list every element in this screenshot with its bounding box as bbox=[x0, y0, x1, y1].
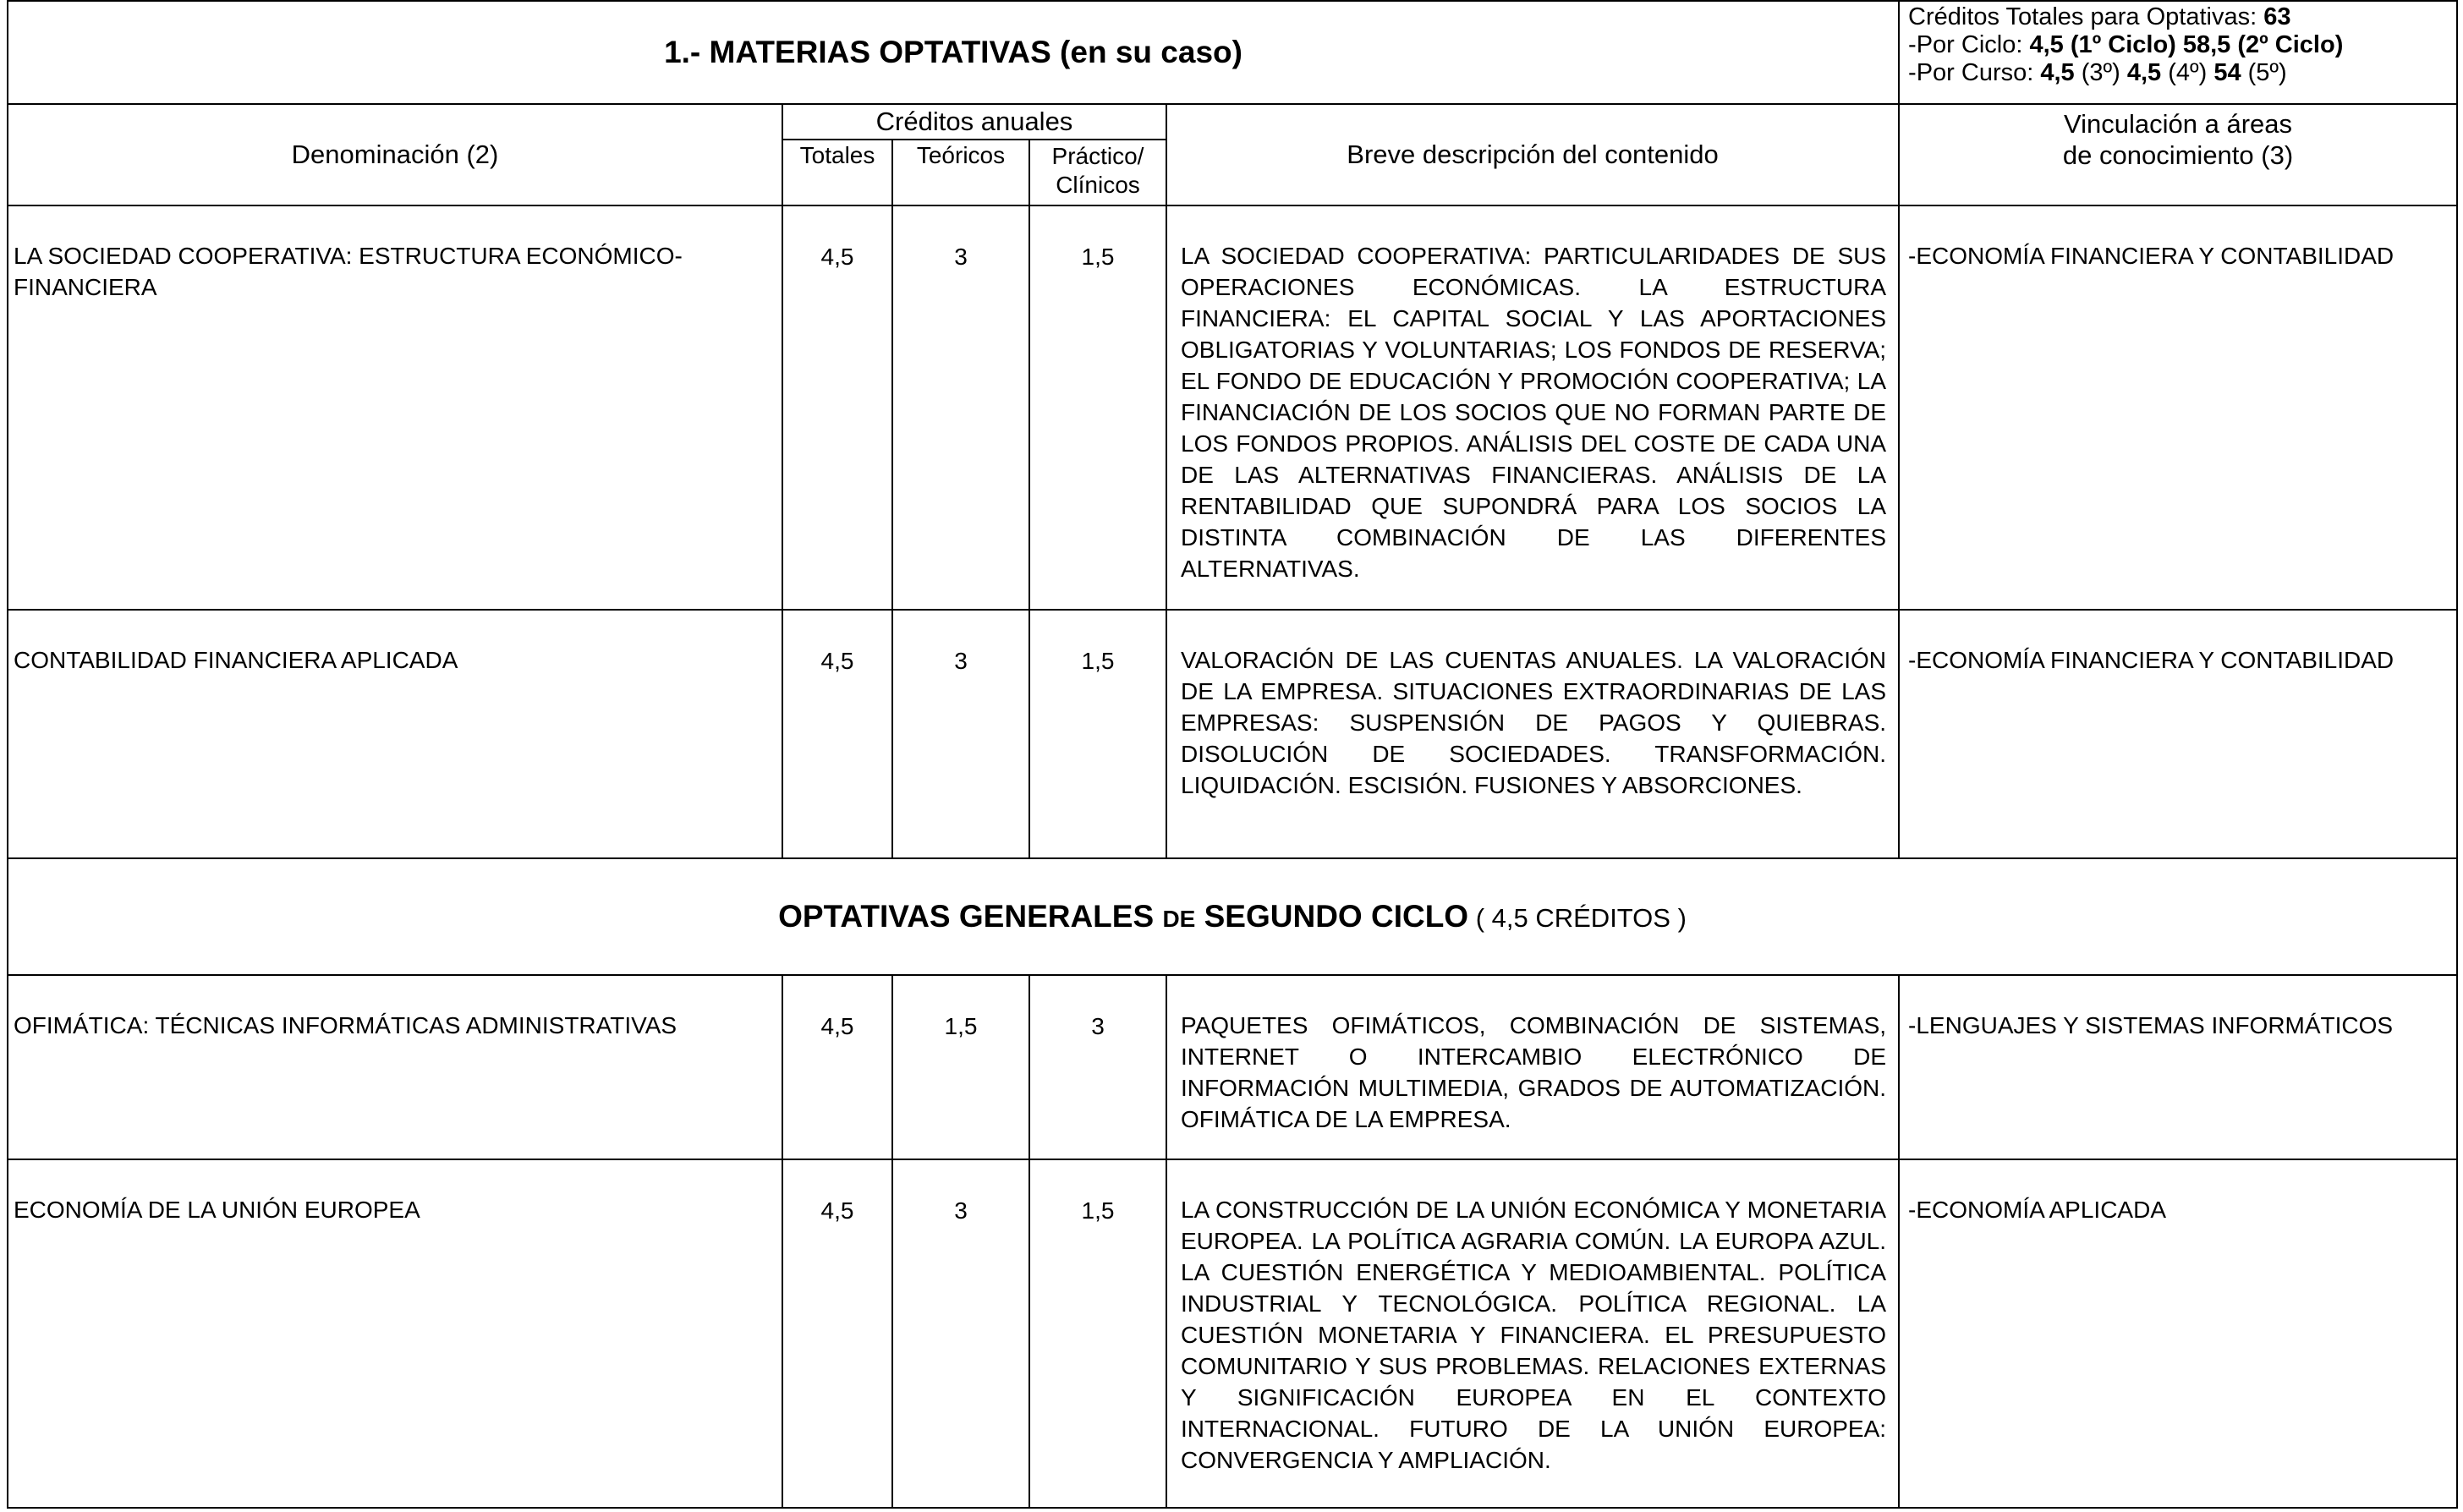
col-header-creditos-anuales: Créditos anuales bbox=[782, 104, 1166, 140]
optativas-document bbox=[7, 0, 2456, 1509]
knowledge-area: -LENGUAJES Y SISTEMAS INFORMÁTICOS bbox=[1899, 975, 2457, 1159]
credits-teoricos: 3 bbox=[892, 610, 1029, 858]
subject-name: LA SOCIEDAD COOPERATIVA: ESTRUCTURA ECONÓMICO-FINANCIERA bbox=[8, 205, 782, 610]
table-row bbox=[8, 610, 2457, 858]
knowledge-area: -ECONOMÍA FINANCIERA Y CONTABILIDAD bbox=[1899, 205, 2457, 610]
credits-totales: 4,5 bbox=[782, 205, 892, 610]
credits-practicos: 1,5 bbox=[1029, 205, 1166, 610]
subject-description: VALORACIÓN DE LAS CUENTAS ANUALES. LA VALORACIÓN DE LA EMPRESA. SITUACIONES EXTRAORDINARIAS DE LAS EMPRESAS: SUSPENSIÓN DE PAGOS Y QUIEBRAS. DISOLUCIÓN DE SOCIEDADES. TRANSFORMACIÓN. LIQUIDACIÓN. ESCISIÓN. FUSIONES Y ABSORCIONES. bbox=[1166, 610, 1899, 858]
col-header-totales: Totales bbox=[782, 140, 892, 205]
knowledge-area: -ECONOMÍA FINANCIERA Y CONTABILIDAD bbox=[1899, 610, 2457, 858]
credits-practicos: 1,5 bbox=[1029, 610, 1166, 858]
credits-ciclo-line: -Por Ciclo: 4,5 (1º Ciclo) 58,5 (2º Ciclo) bbox=[1908, 31, 2344, 58]
credits-totales: 4,5 bbox=[782, 1159, 892, 1508]
credits-totales: 4,5 bbox=[782, 610, 892, 858]
col-header-denominacion: Denominación (2) bbox=[8, 104, 782, 205]
knowledge-area: -ECONOMÍA APLICADA bbox=[1899, 1159, 2457, 1508]
credits-teoricos: 3 bbox=[892, 205, 1029, 610]
column-header-row bbox=[8, 104, 2457, 140]
table-row bbox=[8, 205, 2457, 610]
subject-name: OFIMÁTICA: TÉCNICAS INFORMÁTICAS ADMINISTRATIVAS bbox=[8, 975, 782, 1159]
credits-curso-line: -Por Curso: 4,5 (3º) 4,5 (4º) 54 (5º) bbox=[1908, 59, 2287, 86]
col-header-vinculacion: Vinculación a áreas de conocimiento (3) bbox=[1899, 104, 2457, 205]
optativas-table bbox=[7, 0, 2458, 1509]
col-header-descripcion: Breve descripción del contenido bbox=[1166, 104, 1899, 205]
credits-teoricos: 3 bbox=[892, 1159, 1029, 1508]
table-row bbox=[8, 1159, 2457, 1508]
subject-description: LA SOCIEDAD COOPERATIVA: PARTICULARIDADES DE SUS OPERACIONES ECONÓMICAS. LA ESTRUCTURA FINANCIERA: EL CAPITAL SOCIAL Y LAS APORTACIONES OBLIGATORIAS Y VOLUNTARIAS; LOS FONDOS DE RESERVA; EL FONDO DE EDUCACIÓN Y PROMOCIÓN COOPERATIVA; LA FINANCIACIÓN DE LOS SOCIOS QUE NO FORMAN PARTE DE LOS FONDOS PROPIOS. ANÁLISIS DEL COSTE DE CADA UNA DE LAS ALTERNATIVAS FINANCIERAS. ANÁLISIS DE LA RENTABILIDAD QUE SUPONDRÁ PARA LOS SOCIOS LA DISTINTA COMBINACIÓN DE LAS DIFERENTES ALTERNATIVAS. bbox=[1166, 205, 1899, 610]
credits-ciclo-value: 4,5 (1º Ciclo) 58,5 (2º Ciclo) bbox=[2029, 31, 2344, 58]
credits-total-line: Créditos Totales para Optativas: 63 bbox=[1908, 3, 2291, 30]
table-row bbox=[8, 975, 2457, 1159]
subject-name: ECONOMÍA DE LA UNIÓN EUROPEA bbox=[8, 1159, 782, 1508]
credits-total-value: 63 bbox=[2263, 3, 2291, 30]
subject-name: CONTABILIDAD FINANCIERA APLICADA bbox=[8, 610, 782, 858]
section-header-row bbox=[8, 858, 2457, 975]
section-header: OPTATIVAS GENERALES DE SEGUNDO CICLO ( 4,5 CRÉDITOS ) bbox=[8, 858, 2457, 975]
col-header-teoricos: Teóricos bbox=[892, 140, 1029, 205]
credits-practicos: 1,5 bbox=[1029, 1159, 1166, 1508]
subject-description: PAQUETES OFIMÁTICOS, COMBINACIÓN DE SISTEMAS, INTERNET O INTERCAMBIO ELECTRÓNICO DE INFORMACIÓN MULTIMEDIA, GRADOS DE AUTOMATIZACIÓN. OFIMÁTICA DE LA EMPRESA. bbox=[1166, 975, 1899, 1159]
col-header-practicos: Práctico/ Clínicos bbox=[1029, 140, 1166, 205]
credits-practicos: 3 bbox=[1029, 975, 1166, 1159]
title-row bbox=[8, 1, 2457, 104]
subject-description: LA CONSTRUCCIÓN DE LA UNIÓN ECONÓMICA Y MONETARIA EUROPEA. LA POLÍTICA AGRARIA COMÚN. LA EUROPA AZUL. LA CUESTIÓN ENERGÉTICA Y MEDIOAMBIENTAL. POLÍTICA INDUSTRIAL Y TECNOLÓGICA. POLÍTICA REGIONAL. LA CUESTIÓN MONETARIA Y FINANCIERA. EL PRESUPUESTO COMUNITARIO Y SUS PROBLEMAS. RELACIONES EXTERNAS Y SIGNIFICACIÓN EUROPEA EN EL CONTEXTO INTERNACIONAL. FUTURO DE LA UNIÓN EUROPEA: CONVERGENCIA Y AMPLIACIÓN. bbox=[1166, 1159, 1899, 1508]
credits-totales: 4,5 bbox=[782, 975, 892, 1159]
document-title: 1.- MATERIAS OPTATIVAS (en su caso) bbox=[8, 1, 1899, 104]
credits-teoricos: 1,5 bbox=[892, 975, 1029, 1159]
credits-summary bbox=[1899, 1, 2457, 104]
